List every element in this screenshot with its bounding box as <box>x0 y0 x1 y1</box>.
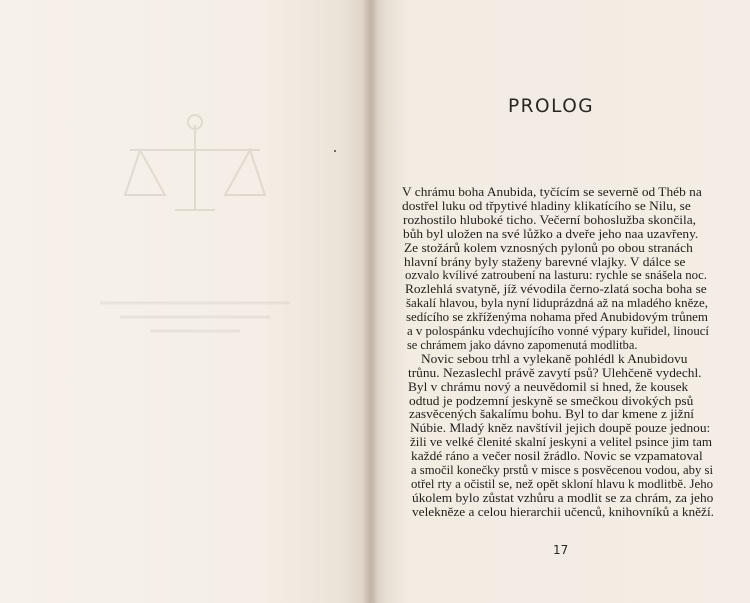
chapter-title: PROLOG <box>508 96 595 117</box>
text-line: Ze stožárů kolem vznosných pylonů po obou stranách <box>403 240 693 255</box>
text-line: šakalí hlavou, byla nyní liduprázdná až na mladého kněze, <box>405 296 708 311</box>
text-line: velekněze a celou hierarchii učenců, knihovníků a kněží. <box>412 504 715 519</box>
text-line: a v polospánku vdechujícího vonné výpary kuřidel, linoucí <box>406 324 709 338</box>
text-line: Núbie. Mladý kněz navštívil jejich doupě pouze jednou: <box>409 421 710 436</box>
page-number: 17 <box>553 543 569 557</box>
text-line: úkolem bylo zůstat vzhůru a modlit se za chrám, za jeho <box>411 490 714 505</box>
text-line: každé ráno a večer nosil žrádlo. Novic se vzpamatoval <box>410 449 703 464</box>
text-line: Rozlehlá svatyně, jíž vévodila černo-zlatá socha boha se <box>405 282 707 297</box>
text-line: Byl v chrámu nový a neuvědomil si hned, že kousek <box>408 379 689 394</box>
text-line: otřel rty a očistil se, než opět skloní hlavu k modlitbě. Jeho <box>411 476 714 491</box>
text-line: zasvěcených šakalímu bohu. Byl to dar kmene z jižní <box>409 407 695 422</box>
text-line: odtud je podzemní jeskyně se smečkou divokých psů <box>408 393 694 408</box>
text-line: žili ve velké členité skalní jeskyni a velitel psince jim tam <box>410 435 713 450</box>
text-line: a smočil konečky prstů v misce s posvěcenou vodou, aby si <box>411 463 713 477</box>
text-line: Novic sebou trhl a vylekaně pohlédl k Anubidovu <box>421 351 688 366</box>
text-line: V chrámu boha Anubida, tyčícím se severně od Théb na <box>402 185 702 199</box>
text-line: trůnu. Nezaslechl právě zavytí psů? Ulehčeně vydechl. <box>407 365 702 380</box>
text-line: ozvalo kvílivé zatroubení na lasturu: rychle se snášela noc. <box>404 268 707 283</box>
text-line: se chrámem jako dávno zapomenutá modlitba. <box>406 337 638 352</box>
text-line: dostřel luku od třpytivé hladiny klikatícího se Nilu, se <box>402 198 692 213</box>
text-line: hlavní brány byly staženy barevné vlajky. V dálce se <box>404 254 686 269</box>
text-line: rozhostilo hluboké ticho. Večerní bohoslužba skončila, <box>402 212 696 227</box>
text-line: sedícího se zkříženýma nohama před Anubidovým trůnem <box>406 310 709 325</box>
text-line: bůh byl uložen na své lůžko a dveře jeho naa uzavřeny. <box>403 226 699 241</box>
